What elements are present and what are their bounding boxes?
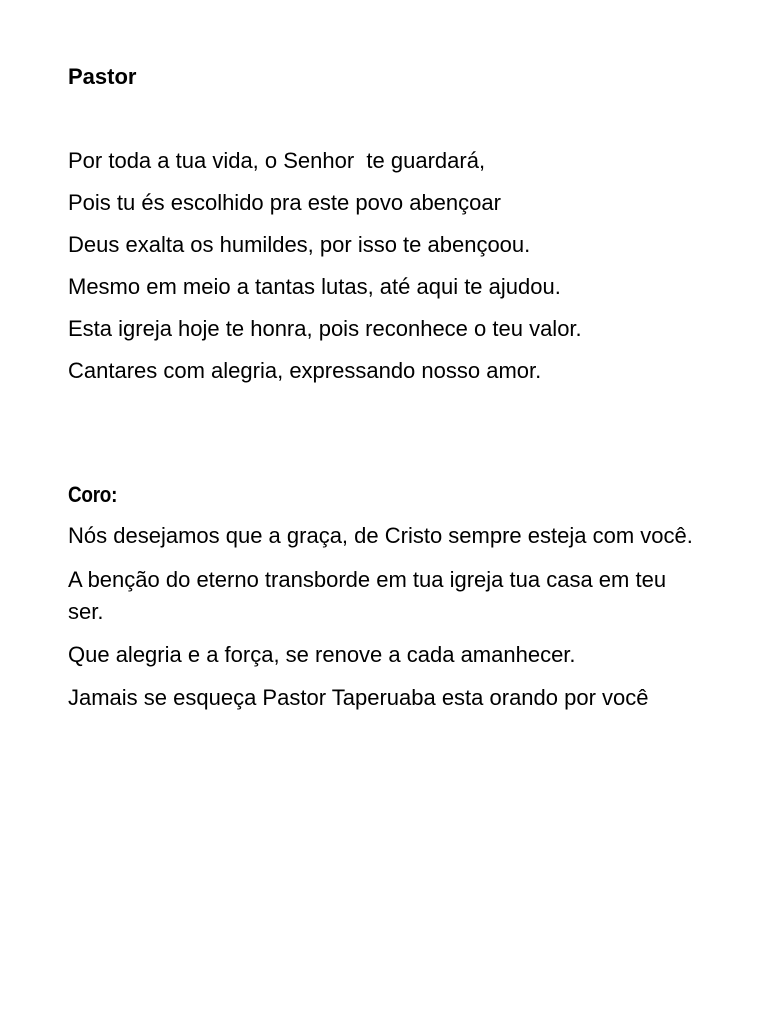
- verse-block: [68, 146, 708, 386]
- chorus-block: [68, 520, 708, 714]
- verse-line-2: Pois tu és escolhido pra este povo abençoar: [68, 190, 501, 215]
- verse-line-1: Por toda a tua vida, o Senhor te guardará,: [68, 148, 486, 173]
- document-content: [68, 62, 708, 726]
- verse-line-4: Mesmo em meio a tantas lutas, até aqui te ajudou.: [68, 274, 561, 299]
- chorus-line-3: Que alegria e a força, se renove a cada amanhecer.: [68, 642, 576, 667]
- verse-line-5: Esta igreja hoje te honra, pois reconhece o teu valor.: [68, 316, 582, 341]
- verse-line-3: Deus exalta os humildes, por isso te abençoou.: [68, 232, 531, 257]
- verse-line-6: Cantares com alegria, expressando nosso amor.: [68, 358, 542, 383]
- chorus-heading: Coro:: [68, 482, 118, 507]
- chorus-line-2: A benção do eterno transborde em tua igreja tua casa em teu ser.: [68, 567, 667, 624]
- song-title: Pastor: [68, 64, 137, 89]
- chorus-line-1: Nós desejamos que a graça, de Cristo sempre esteja com você.: [68, 523, 693, 548]
- chorus-line-4: Jamais se esqueça Pastor Taperuaba esta orando por você: [68, 685, 649, 710]
